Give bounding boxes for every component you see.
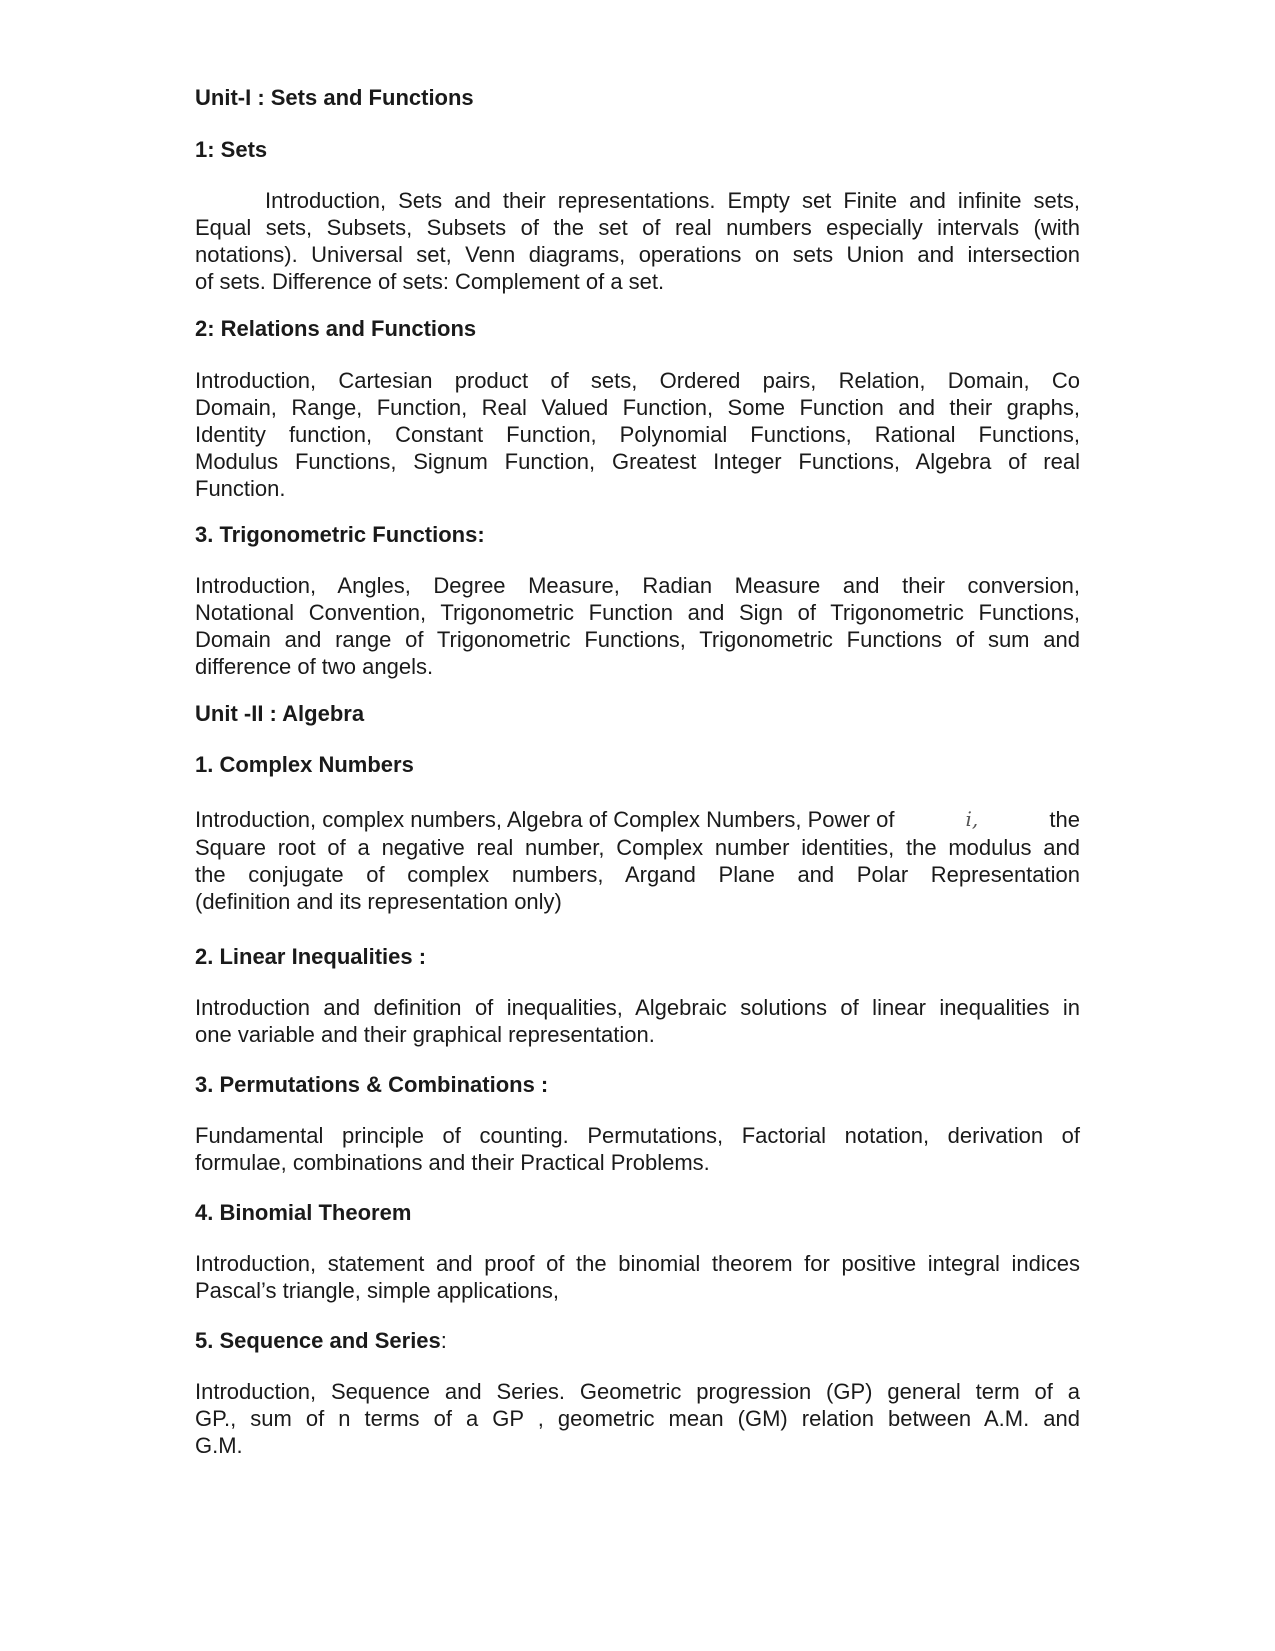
- section-inequalities-paragraph: [195, 994, 1080, 1048]
- section-sequence-paragraph: [195, 1378, 1080, 1459]
- paragraph-line: G.M.: [195, 1433, 243, 1458]
- section-binomial-heading: 4. Binomial Theorem: [195, 1200, 412, 1225]
- paragraph-line: Introduction, Angles, Degree Measure, Radian Measure and their conversion,: [195, 573, 1080, 598]
- section-complex-paragraph: [195, 806, 1080, 915]
- paragraph-line: Square root of a negative real number, Complex number identities, the modulus and: [195, 835, 1080, 860]
- section-sequence-heading-colon: :: [440, 1328, 447, 1353]
- paragraph-line: of sets. Difference of sets: Complement of a set.: [195, 269, 665, 294]
- paragraph-line-text: the: [1049, 807, 1080, 832]
- paragraph-line: formulae, combinations and their Practical Problems.: [195, 1150, 710, 1175]
- paragraph-line: [195, 806, 1080, 833]
- paragraph-line: difference of two angels.: [195, 654, 434, 679]
- paragraph-line: Modulus Functions, Signum Function, Greatest Integer Functions, Algebra of real: [195, 449, 1080, 474]
- section-trig-paragraph: [195, 572, 1080, 680]
- paragraph-line: Introduction and definition of inequalities, Algebraic solutions of linear inequalities in: [195, 995, 1080, 1020]
- paragraph-line: Identity function, Constant Function, Polynomial Functions, Rational Functions,: [195, 422, 1080, 447]
- paragraph-line: Introduction, Sequence and Series. Geometric progression (GP) general term of a: [195, 1379, 1080, 1404]
- paragraph-line: Fundamental principle of counting. Permutations, Factorial notation, derivation of: [195, 1123, 1080, 1148]
- paragraph-line: Domain and range of Trigonometric Functions, Trigonometric Functions of sum and: [195, 627, 1080, 652]
- paragraph-line-text: Introduction, complex numbers, Algebra of Complex Numbers, Power of: [195, 807, 895, 832]
- paragraph-line: (definition and its representation only): [195, 889, 562, 914]
- section-sequence-heading: [195, 1327, 1080, 1354]
- paragraph-line: Pascal’s triangle, simple applications,: [195, 1278, 559, 1303]
- section-sets-paragraph: [195, 187, 1080, 295]
- paragraph-line: Domain, Range, Function, Real Valued Function, Some Function and their graphs,: [195, 395, 1080, 420]
- section-sequence-heading-text: 5. Sequence and Series: [195, 1328, 441, 1353]
- section-relations-heading: 2: Relations and Functions: [195, 316, 477, 341]
- section-complex-heading: 1. Complex Numbers: [195, 752, 414, 777]
- paragraph-line: the conjugate of complex numbers, Argand Plane and Polar Representation: [195, 862, 1080, 887]
- section-sets-heading: 1: Sets: [195, 137, 268, 162]
- paragraph-line: GP., sum of n terms of a GP , geometric mean (GM) relation between A.M. and: [195, 1406, 1080, 1431]
- paragraph-line: Notational Convention, Trigonometric Function and Sign of Trigonometric Functions,: [195, 600, 1080, 625]
- section-relations-paragraph: [195, 367, 1080, 502]
- section-inequalities-heading: 2. Linear Inequalities :: [195, 944, 427, 969]
- section-permutations-paragraph: [195, 1122, 1080, 1176]
- paragraph-line: notations). Universal set, Venn diagrams, operations on sets Union and intersection: [195, 242, 1080, 267]
- paragraph-line: Introduction, Sets and their representations. Empty set Finite and infinite sets,: [265, 188, 1080, 213]
- unit-2-heading: Unit -II : Algebra: [195, 701, 365, 726]
- paragraph-line: one variable and their graphical representation.: [195, 1022, 655, 1047]
- paragraph-line: Function.: [195, 476, 286, 501]
- paragraph-line: Introduction, statement and proof of the binomial theorem for positive integral indices: [195, 1251, 1080, 1276]
- unit-1-heading: Unit-I : Sets and Functions: [195, 85, 474, 110]
- imaginary-unit-symbol: i,: [965, 807, 979, 831]
- section-permutations-heading: 3. Permutations & Combinations :: [195, 1072, 549, 1097]
- paragraph-line: Introduction, Cartesian product of sets, Ordered pairs, Relation, Domain, Co: [195, 368, 1080, 393]
- section-trig-heading: 3. Trigonometric Functions:: [195, 522, 485, 547]
- section-binomial-paragraph: [195, 1250, 1080, 1304]
- paragraph-line: Equal sets, Subsets, Subsets of the set of real numbers especially intervals (with: [195, 215, 1080, 240]
